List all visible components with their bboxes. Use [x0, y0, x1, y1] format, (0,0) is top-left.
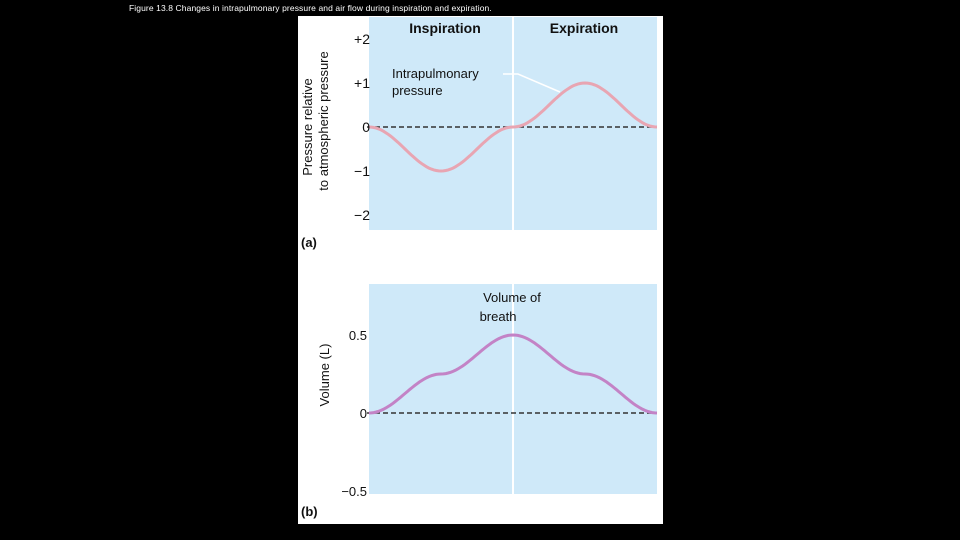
pressure-ylabel-line-1: Pressure relative: [300, 78, 315, 176]
pressure-chart: [300, 17, 657, 250]
y-tick-label: +1: [354, 75, 370, 91]
panel-label-b: (b): [301, 504, 318, 519]
pressure-annotation-line-1: Intrapulmonary: [392, 66, 479, 81]
y-tick-label: −1: [354, 163, 370, 179]
figure-caption: Figure 13.8 Changes in intrapulmonary pressure and air flow during inspiration and expiration.: [129, 3, 492, 13]
y-tick-label: −0.5: [341, 484, 367, 499]
y-tick-label: 0.5: [348, 328, 367, 343]
y-tick-label: 0: [359, 406, 367, 421]
volume-chart: [301, 284, 657, 519]
pressure-ylabel-line-2: to atmospheric pressure: [316, 51, 331, 191]
pressure-annotation-line-2: pressure: [392, 83, 443, 98]
panel-label-a: (a): [301, 235, 317, 250]
volume-annotation-line-1: Volume of: [483, 290, 541, 305]
phase-label-inspiration: Inspiration: [409, 20, 481, 36]
y-tick-label: 0: [362, 119, 370, 135]
phase-label-expiration: Expiration: [549, 20, 619, 36]
y-tick-label: −2: [354, 207, 370, 223]
volume-annotation-line-2: breath: [479, 309, 517, 324]
volume-ylabel: Volume (L): [317, 343, 332, 407]
y-tick-label: +2: [354, 31, 370, 47]
